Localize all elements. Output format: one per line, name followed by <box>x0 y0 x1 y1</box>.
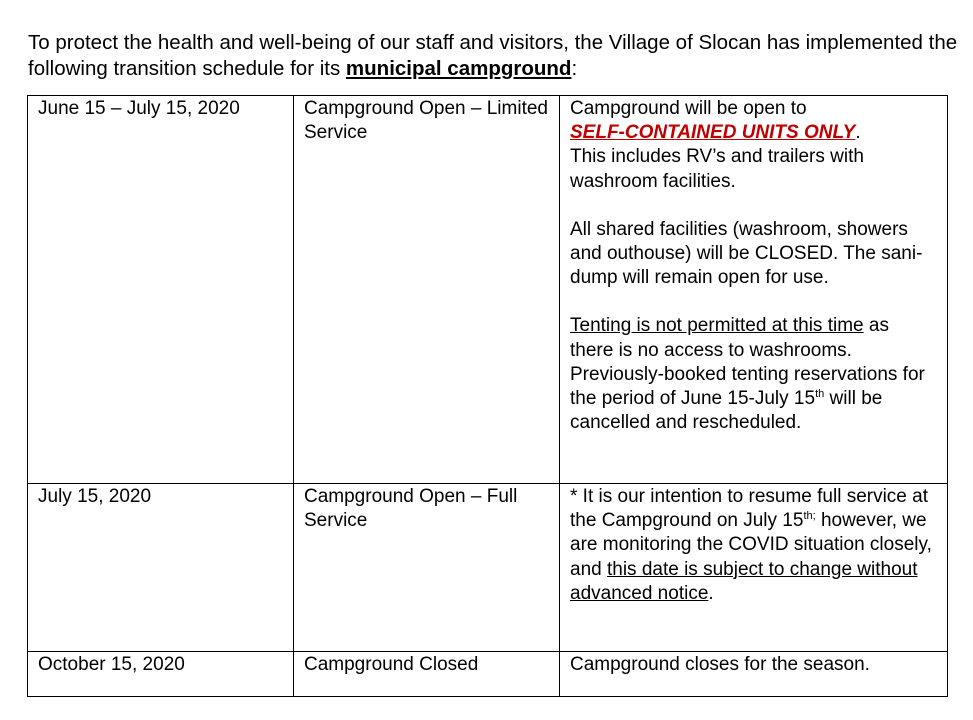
details-text: All shared facilities (washroom, showers and outhouse) will be CLOSED. The sani-dump will remain open for use. <box>570 218 923 289</box>
status-cell <box>294 484 560 652</box>
intro-colon: : <box>571 56 578 80</box>
date-cell <box>28 652 294 697</box>
table-row <box>28 484 948 652</box>
details-cell <box>560 652 948 697</box>
date-cell <box>28 484 294 652</box>
schedule-table <box>27 95 948 697</box>
paragraph-gap <box>570 194 937 218</box>
details-paragraph <box>570 218 937 291</box>
tenting-notice: Tenting is not permitted at this time <box>570 315 864 337</box>
table-row <box>28 96 948 484</box>
self-contained-notice: SELF-CONTAINED UNITS ONLY <box>570 122 856 144</box>
status-text: Campground Closed <box>304 654 479 675</box>
date-cell <box>28 96 294 484</box>
superscript: th; <box>803 510 816 523</box>
details-cell <box>560 96 948 484</box>
date-text: June 15 – July 15, 2020 <box>38 98 240 119</box>
details-text: * It is our intention to resume full service at the Campground on July 15 <box>570 486 928 532</box>
status-text: Campground Open – Full Service <box>304 486 518 532</box>
table-row <box>28 652 948 697</box>
paragraph-gap <box>570 290 937 314</box>
date-text: October 15, 2020 <box>38 654 185 675</box>
intro-emphasis: municipal campground <box>345 56 572 80</box>
status-text: Campground Open – Limited Service <box>304 98 548 144</box>
details-text: This includes RV’s and trailers with washroom facilities. <box>570 146 864 192</box>
change-notice: this date is subject to change without advanced notice <box>570 558 918 604</box>
details-text: . <box>708 582 714 604</box>
details-text: Campground will be open to <box>570 98 807 119</box>
details-text: Campground closes for the season. <box>570 654 870 675</box>
status-cell <box>294 652 560 697</box>
details-text: will be cancelled and rescheduled. <box>570 388 883 434</box>
details-paragraph <box>570 314 937 435</box>
intro-paragraph <box>28 30 958 82</box>
details-paragraph <box>570 97 937 194</box>
details-text: . <box>855 122 861 144</box>
intro-text: To protect the health and well-being of our staff and visitors, the Village of Slocan has implemented the following transition schedule for its <box>28 30 958 80</box>
status-cell <box>294 96 560 484</box>
date-text: July 15, 2020 <box>38 486 152 507</box>
details-text: however, we are monitoring the COVID situation closely, and <box>570 510 932 580</box>
details-paragraph <box>570 485 937 606</box>
details-cell <box>560 484 948 652</box>
details-text: as there is no access to washrooms. Previously-booked tenting reservations for the period of June 15-July 15 <box>570 315 925 410</box>
superscript: th <box>815 388 825 401</box>
